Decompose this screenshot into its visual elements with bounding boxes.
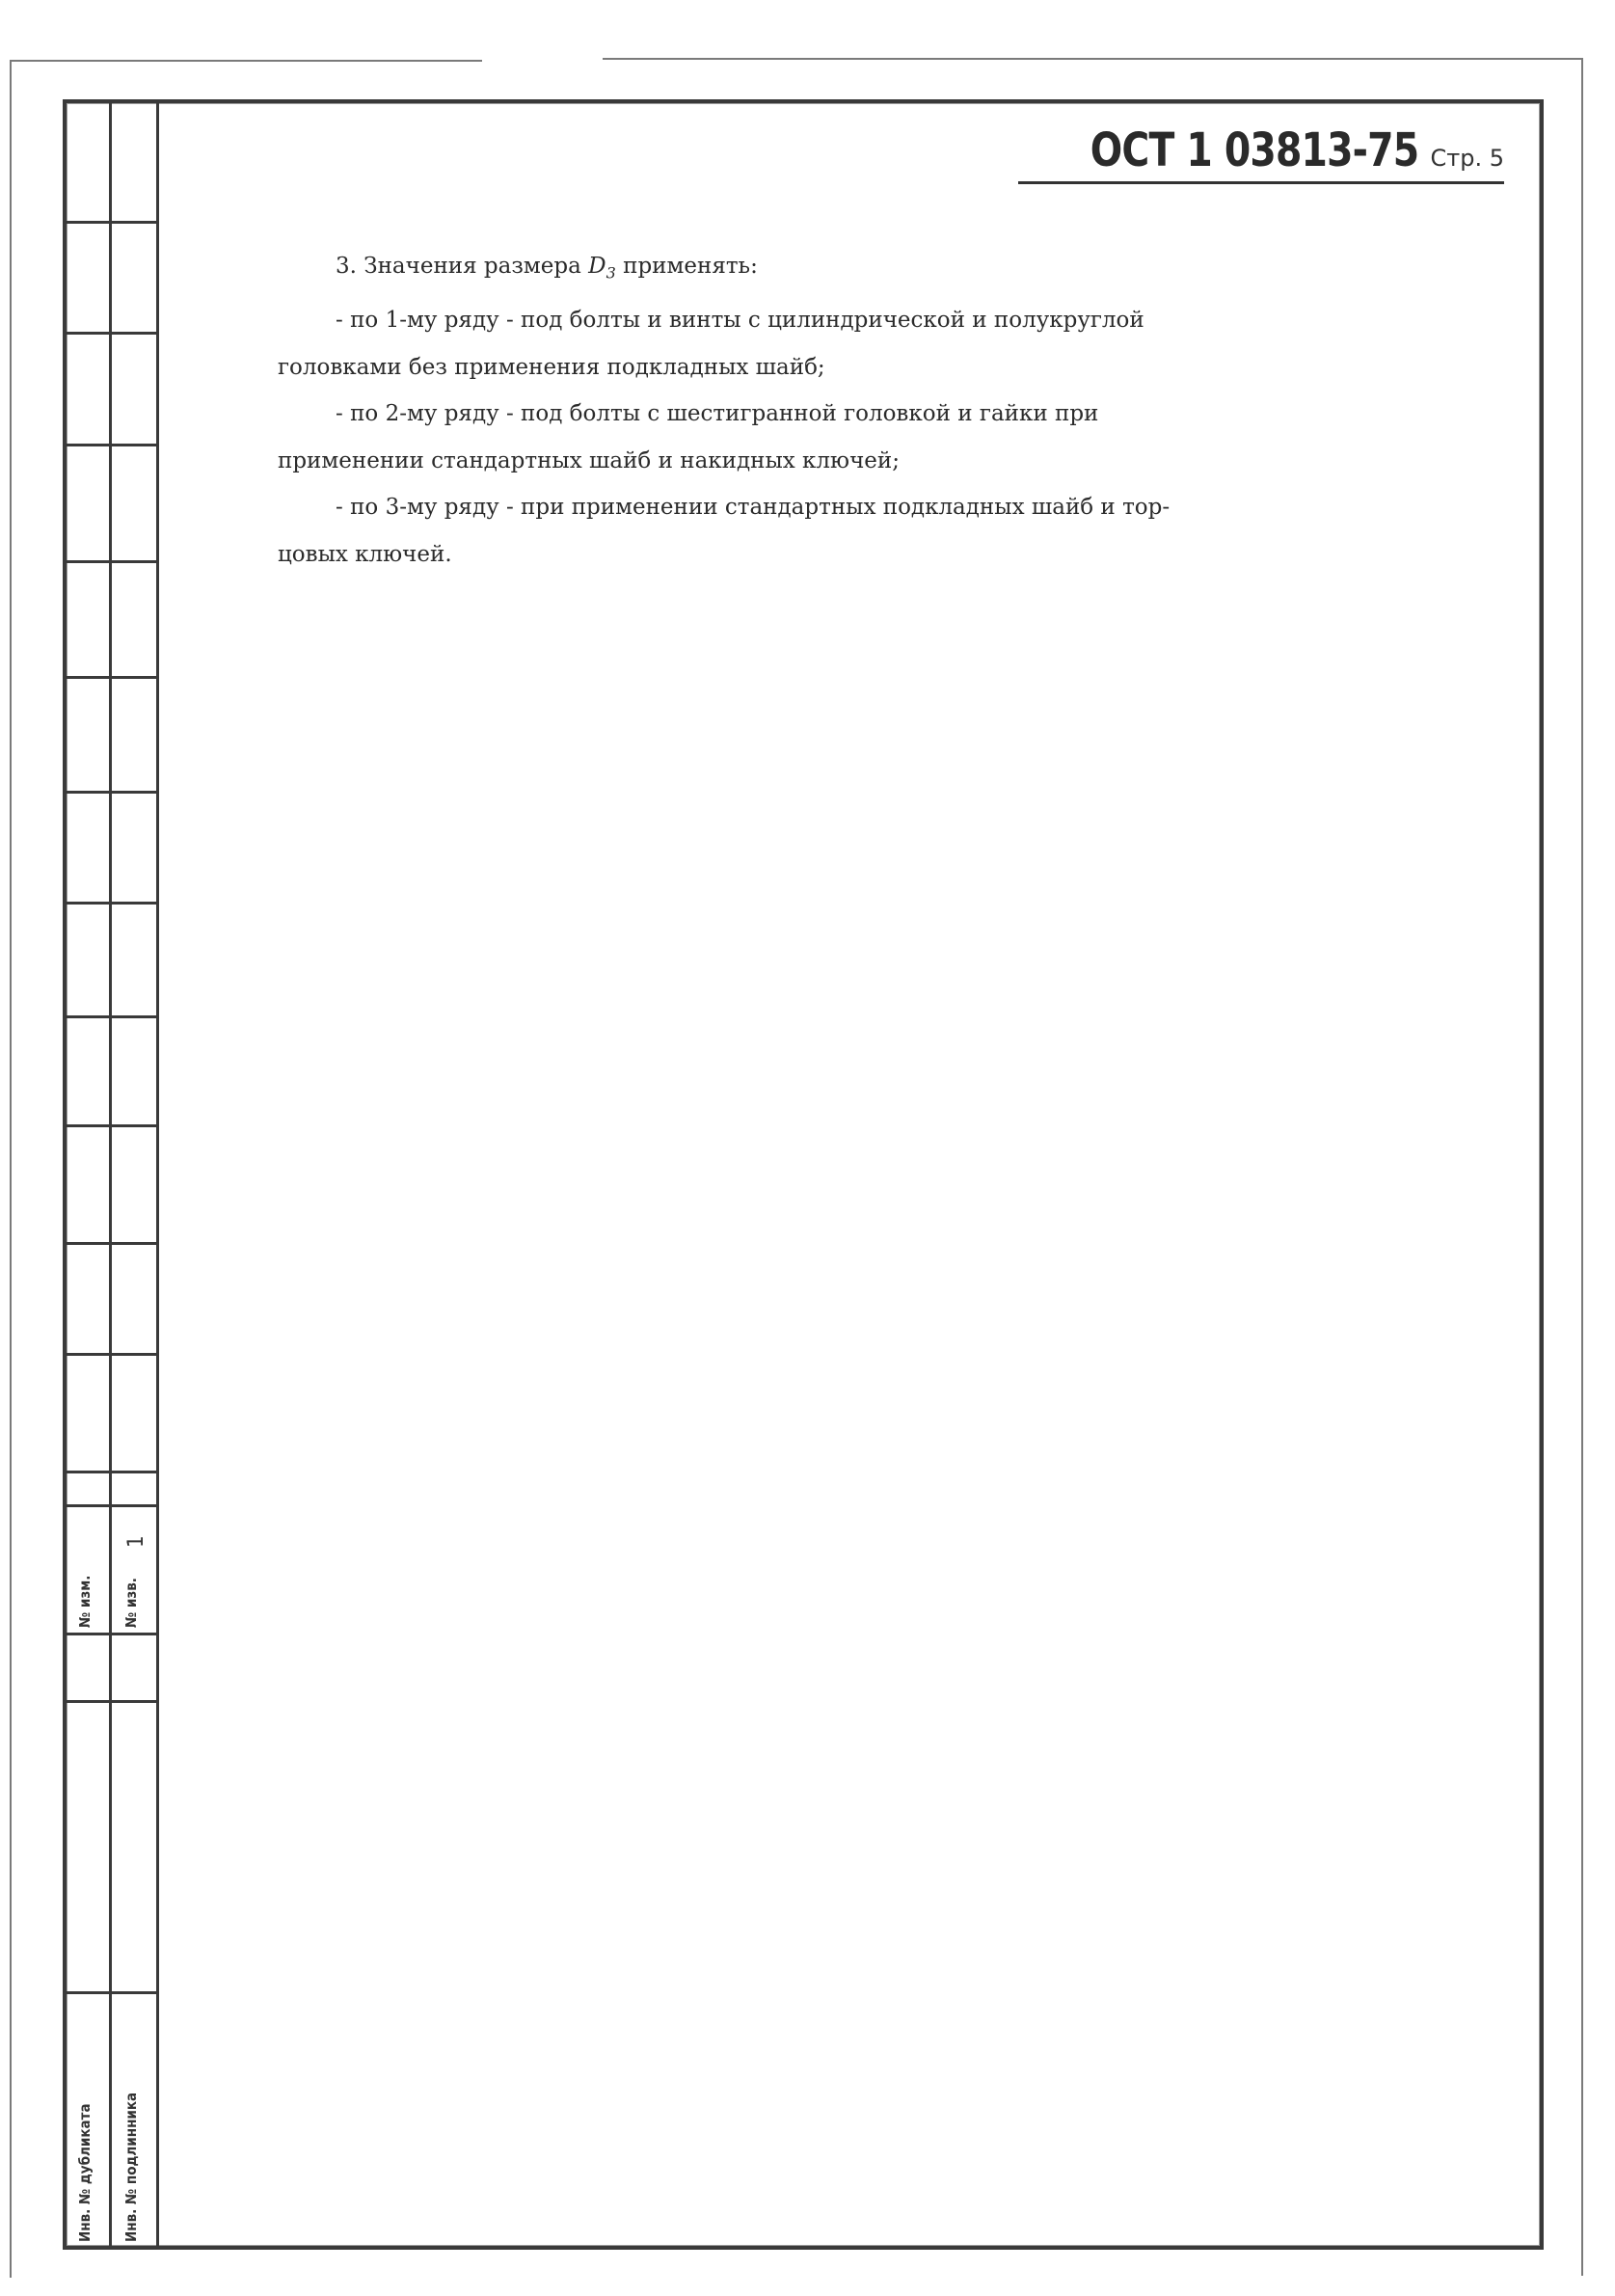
- document-code: ОСТ 1 03813-75: [1090, 123, 1419, 177]
- binder-label-izm: № изм.: [76, 1575, 94, 1628]
- binder-row-line: [63, 1504, 159, 1507]
- binder-row-line: [63, 1633, 159, 1635]
- binder-row-line: [63, 791, 159, 794]
- binder-row-line: [63, 676, 159, 679]
- document-body: [278, 243, 1454, 578]
- binder-row-line: [63, 221, 159, 224]
- binder-row-line: [63, 332, 159, 335]
- binder-label-dublikat: Инв. № дубликата: [76, 2103, 94, 2242]
- binder-row-line: [63, 444, 159, 446]
- trim-line-top-left: [10, 60, 482, 62]
- item-row-1-line-2: головками без применения подкладных шайб;: [278, 354, 825, 380]
- binder-divider: [109, 99, 112, 2250]
- binder-label-izv: № изв.: [122, 1578, 140, 1628]
- binder-label-podlinnik: Инв. № подлинника: [122, 2092, 140, 2242]
- binder-row-line: [63, 1242, 159, 1245]
- item-row-2-line-2: применении стандартных шайб и накидных ключей;: [278, 447, 900, 473]
- trim-line-top-right: [603, 58, 1581, 60]
- trim-line-left: [10, 60, 12, 2278]
- paragraph-intro: 3. Значения размера $D_3$ применять:: [336, 254, 758, 283]
- trim-line-right: [1581, 58, 1583, 2276]
- binder-row-line: [63, 560, 159, 563]
- binder-row-line: [63, 902, 159, 905]
- binder-row-line: [63, 1353, 159, 1356]
- item-row-1-line-1: - по 1-му ряду - под болты и винты с цилиндрической и полукруглой: [336, 308, 1144, 334]
- binder-row-line: [63, 1015, 159, 1018]
- binder-podlinnik-value: 1: [124, 1535, 148, 1548]
- item-row-3-line-1: - по 3-му ряду - при применении стандартных подкладных шайб и тор-: [336, 495, 1171, 521]
- binder-row-line: [63, 1124, 159, 1127]
- binder-row-line: [63, 1700, 159, 1703]
- dimension-symbol: $D_3$: [588, 254, 616, 283]
- binder-strip: [63, 99, 159, 2250]
- binder-edge: [156, 99, 159, 2250]
- binder-row-line: [63, 1991, 159, 1994]
- item-row-2-line-1: - по 2-му ряду - под болты с шестигранной головкой и гайки при: [336, 401, 1099, 427]
- document-header: [1018, 123, 1504, 184]
- item-row-3-line-2: цовых ключей.: [278, 541, 452, 567]
- page-number: Стр. 5: [1430, 145, 1504, 172]
- binder-row-line: [63, 1471, 159, 1473]
